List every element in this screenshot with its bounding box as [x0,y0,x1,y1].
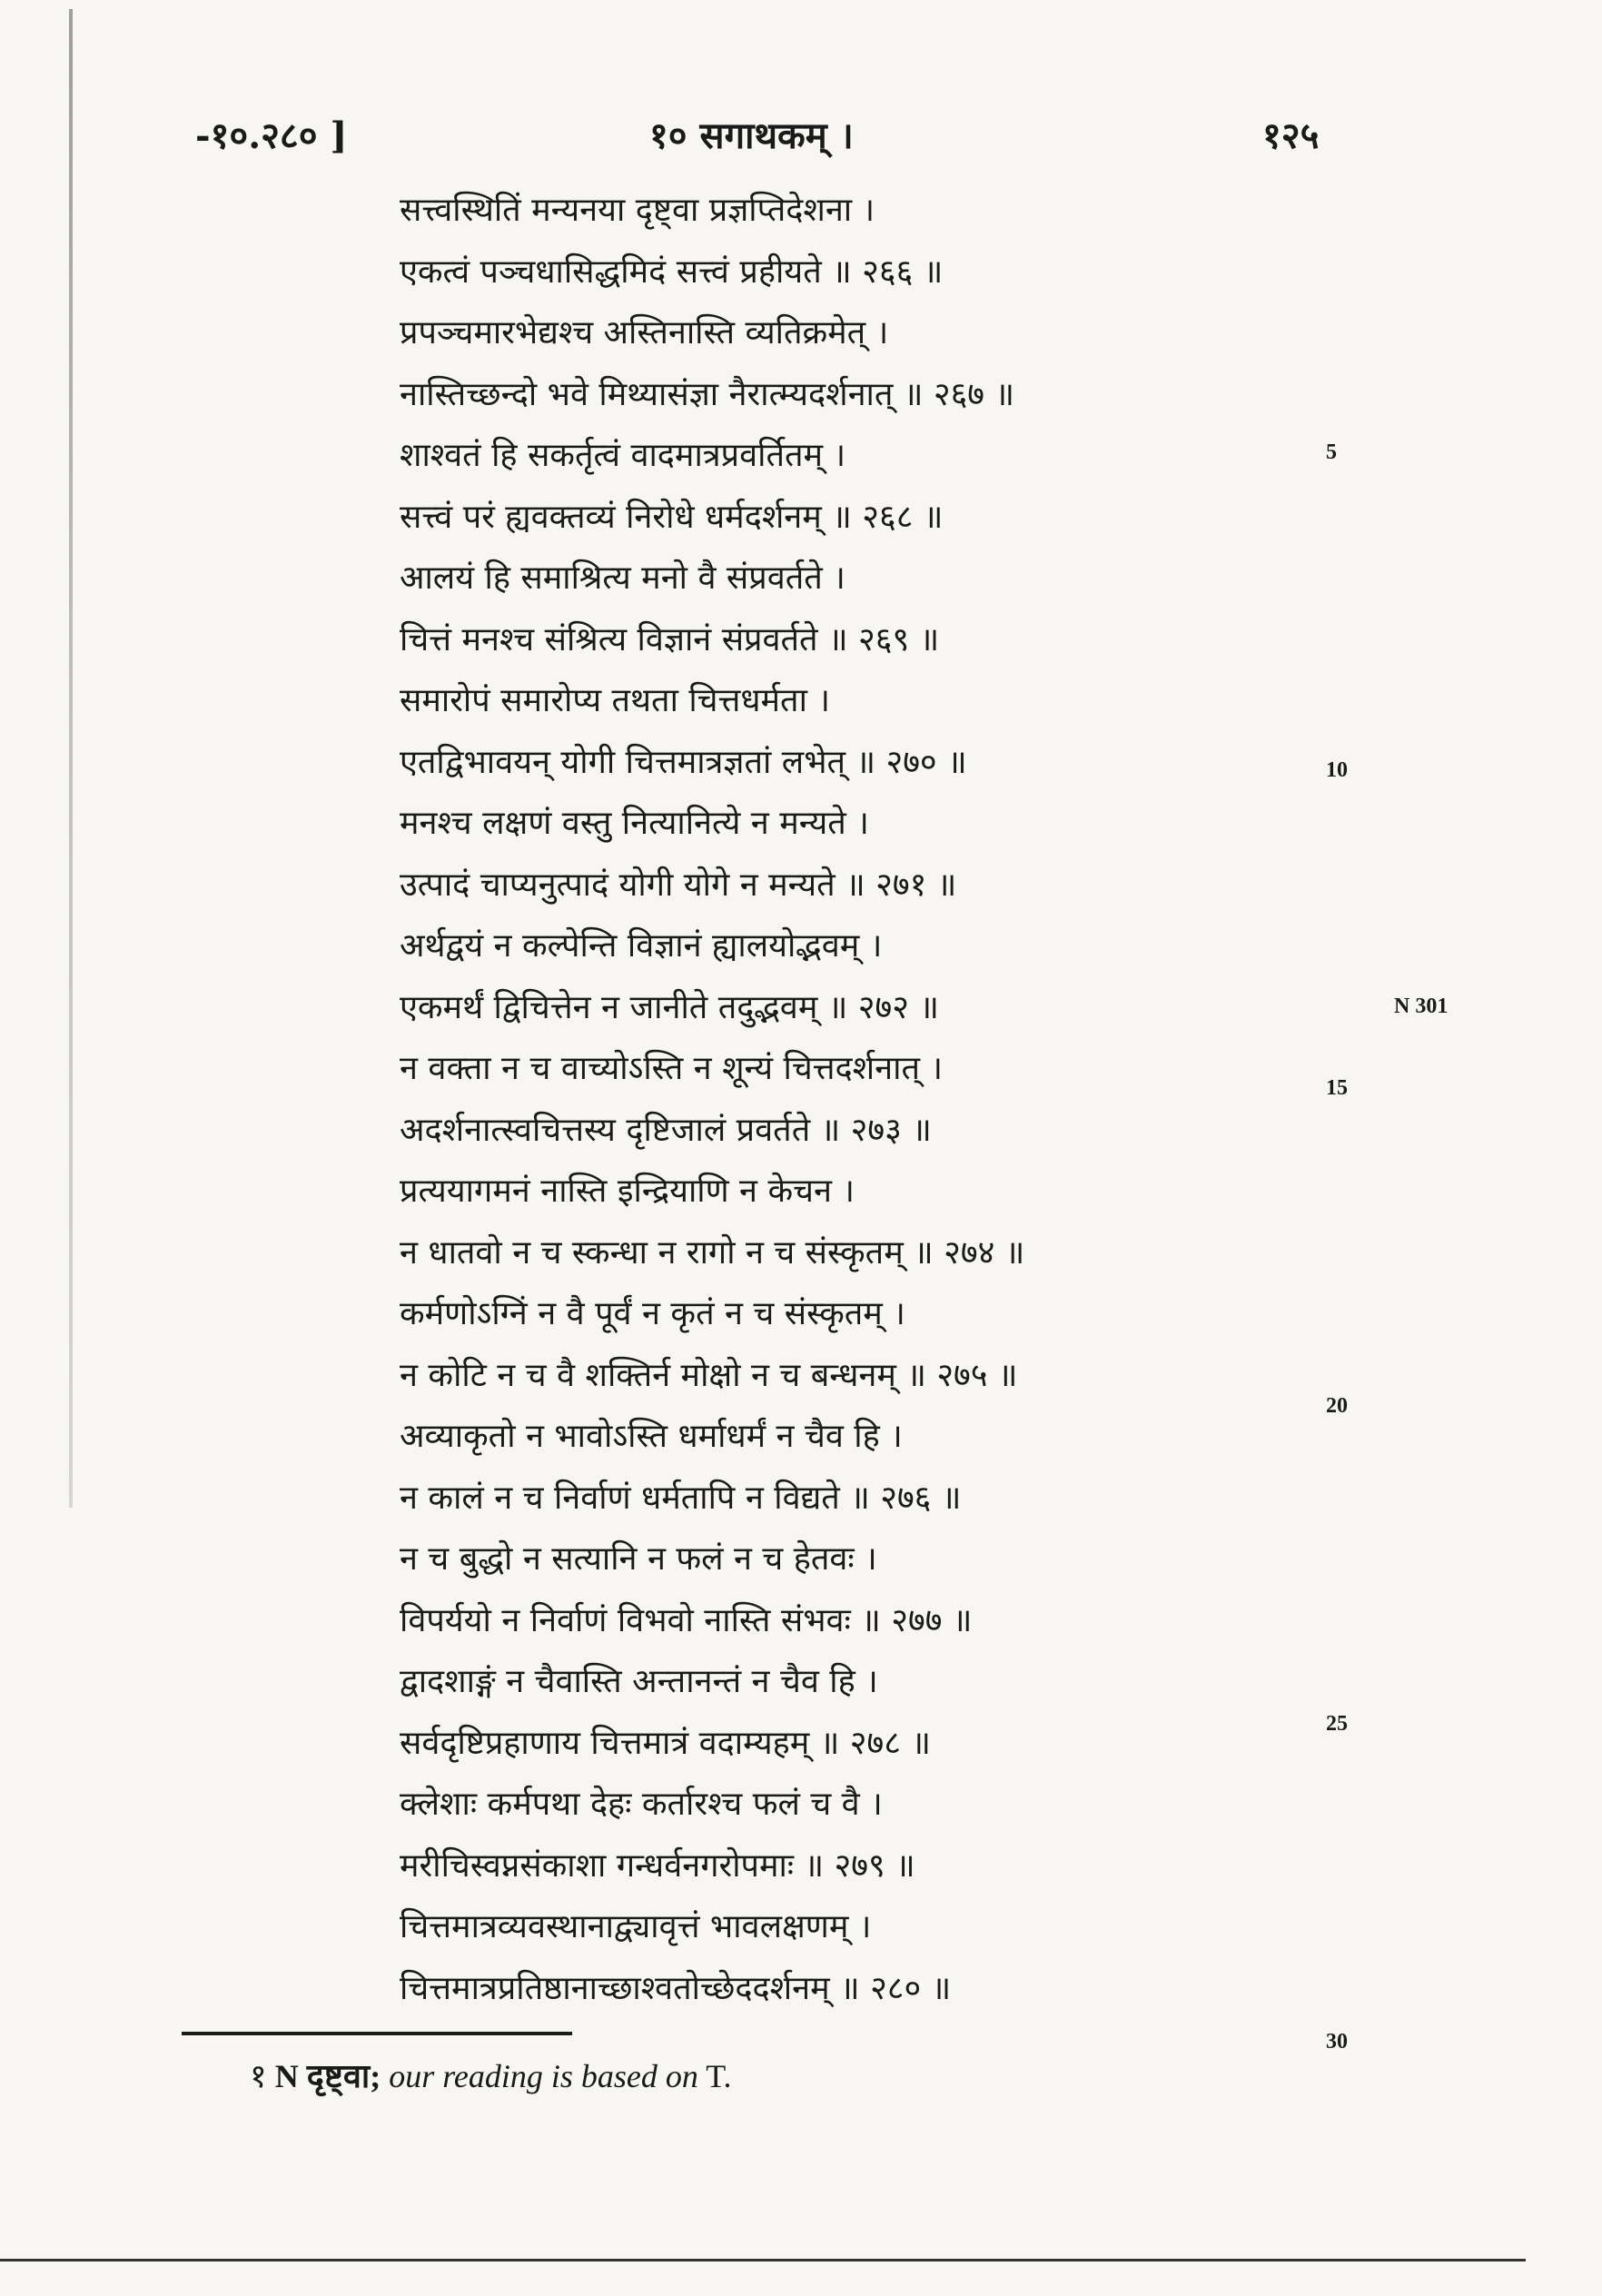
verse-line: न कोटि न च वै शक्तिर्न मोक्षो न च बन्धनम् ॥ २७५ ॥ [400,1356,1018,1394]
verse-line: अव्याकृतो न भावोऽस्ति धर्माधर्मं न चैव हि । [400,1418,903,1455]
footnote-text: our reading is based on [389,2058,698,2094]
verse-line: न वक्ता न च वाच्योऽस्ति न शून्यं चित्तदर्शनात् । [400,1050,944,1087]
verse-line: सत्त्वस्थितिं मन्यनया दृष्ट्वा प्रज्ञप्तिदेशना । [400,192,875,229]
verse-line: न च बुद्धो न सत्यानि न फलं न च हेतवः । [400,1540,877,1578]
footnote [250,2053,732,2097]
footnote-variant: दृष्ट्वा; [306,2058,381,2094]
verse-line: एकमर्थं द्विचित्तेन न जानीते तदुद्भवम् ॥ २७२ ॥ [400,988,939,1026]
verse-line: न धातवो न च स्कन्धा न रागो न च संस्कृतम् ॥ २७४ ॥ [400,1233,1025,1272]
verse-line: चित्तं मनश्च संश्रित्य विज्ञानं संप्रवर्तते ॥ २६९ ॥ [400,620,940,658]
footnote-marker: १ [250,2058,267,2094]
verse-line: एकत्वं पञ्चधासिद्धमिदं सत्त्वं प्रहीयते ॥ २६६ ॥ [400,252,944,291]
verse-line: सत्त्वं परं ह्यवक्तव्यं निरोधे धर्मदर्शनम् ॥ २६८ ॥ [400,498,944,536]
verse-line: मनश्च लक्षणं वस्तु नित्यानित्ये न मन्यते । [400,805,869,842]
verse-line: द्वादशाङ्गं न चैवास्ति अन्तानन्तं न चैव हि । [400,1663,878,1700]
line-number: 25 [1326,1712,1348,1736]
verse-line: उत्पादं चाप्यनुत्पादं योगी योगे न मन्यते ॥ २७१ ॥ [400,866,957,904]
verse-line: सर्वदृष्टिप्रहाणाय चित्तमात्रं वदाम्यहम् ॥ २७८ ॥ [400,1724,931,1762]
verse-line: आलयं हि समाश्रित्य मनो वै संप्रवर्तते । [400,559,846,597]
verse-line: प्रपञ्चमारभेद्यश्च अस्तिनास्ति व्यतिक्रमेत् । [400,314,889,351]
page-range: -१०.२८० ] [195,114,348,157]
verse-line: प्रत्ययागमनं नास्ति इन्द्रियाणि न केचन । [400,1173,855,1210]
line-number: 5 [1326,440,1337,464]
page-bottom-rule [0,2259,1526,2261]
line-number: 10 [1326,758,1348,782]
footnote-source: T. [706,2058,732,2094]
verse-line: अदर्शनात्स्वचित्तस्य दृष्टिजालं प्रवर्तते ॥ २७३ ॥ [400,1111,932,1149]
binding-edge [69,9,73,1508]
line-number: 20 [1326,1394,1348,1418]
page-number: १२५ [1262,114,1320,157]
verse-line: नास्तिच्छन्दो भवे मिथ्यासंज्ञा नैरात्म्यदर्शनात् ॥ २६७ ॥ [400,375,1015,413]
footnote-rule [182,2032,572,2035]
verse-line: अर्थद्वयं न कल्पेन्ति विज्ञानं ह्यालयोद्भवम् । [400,927,883,965]
verse-line: न कालं न च निर्वाणं धर्मतापि न विद्यते ॥ २७६ ॥ [400,1479,962,1517]
verse-line: एतद्विभावयन् योगी चित्तमात्रज्ञतां लभेत् ॥ २७० ॥ [400,743,967,781]
verse-line: क्लेशाः कर्मपथा देहः कर्तारश्च फलं च वै । [400,1786,883,1823]
chapter-title: १० सगाथकम् । [649,114,854,157]
verse-line: कर्मणोऽग्निं न वै पूर्वं न कृतं न च संस्कृतम् । [400,1295,905,1332]
line-number: 30 [1326,2030,1348,2054]
side-reference: N 301 [1394,995,1449,1018]
verse-line: चित्तमात्रप्रतिष्ठानाच्छाश्वतोच्छेददर्शनम् ॥ २८० ॥ [400,1969,952,2007]
verse-line: शाश्वतं हि सकर्तृत्वं वादमात्रप्रवर्तितम् । [400,437,846,474]
verse-line: समारोपं समारोप्य तथता चित्तधर्मता । [400,682,830,719]
verse-line: मरीचिस्वप्नसंकाशा गन्धर्वनगरोपमाः ॥ २७९ ॥ [400,1846,915,1885]
verse-line: चित्तमात्रव्यवस्थानाद्व्यावृत्तं भावलक्षणम् । [400,1908,872,1945]
line-number: 15 [1326,1076,1348,1100]
verse-line: विपर्ययो न निर्वाणं विभवो नास्ति संभवः ॥ २७७ ॥ [400,1601,973,1639]
footnote-siglum: N [274,2058,299,2094]
